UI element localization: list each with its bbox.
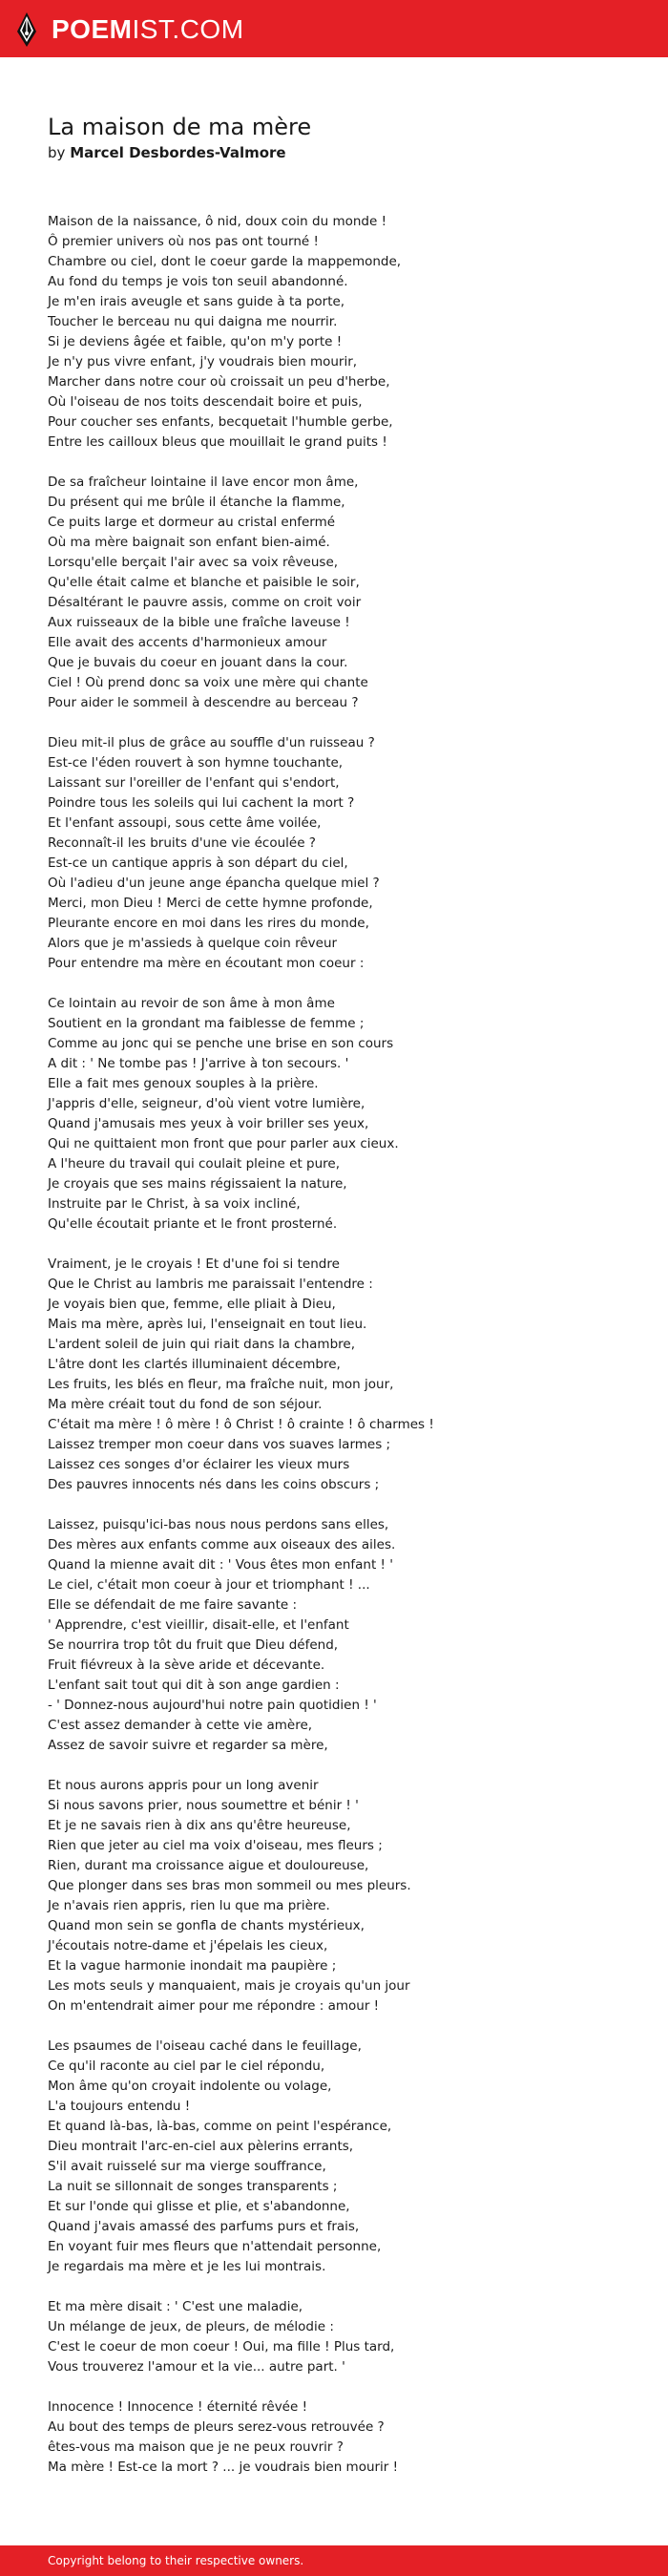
poem-line: Ce puits large et dormeur au cristal enfermé bbox=[48, 515, 336, 530]
poem-stanza bbox=[48, 1515, 630, 1756]
poem-line: Qu'elle était calme et blanche et paisible le soir, bbox=[48, 575, 360, 590]
poem-line: Toucher le berceau nu qui daigna me nourrir. bbox=[48, 314, 338, 329]
poem-line: Ce lointain au revoir de son âme à mon âme bbox=[48, 996, 335, 1011]
site-footer bbox=[0, 2545, 668, 2576]
poem-line: Laissez tremper mon coeur dans vos suaves larmes ; bbox=[48, 1437, 391, 1452]
poem-line: Mais ma mère, après lui, l'enseignait en tout lieu. bbox=[48, 1317, 367, 1332]
poem-line: Assez de savoir suivre et regarder sa mère, bbox=[48, 1738, 328, 1753]
site-header bbox=[0, 0, 668, 57]
poem-line: Je n'avais rien appris, rien lu que ma prière. bbox=[48, 1898, 330, 1913]
poem-title: La maison de ma mère bbox=[48, 114, 312, 140]
poem-line: Je croyais que ses mains régissaient la nature, bbox=[48, 1176, 347, 1192]
poem-line: Ma mère créait tout du fond de son séjour. bbox=[48, 1397, 323, 1412]
poem-line: Au bout des temps de pleurs serez-vous retrouvée ? bbox=[48, 2419, 385, 2435]
poem-article bbox=[48, 113, 630, 2498]
poem-line: C'était ma mère ! ô mère ! ô Christ ! ô crainte ! ô charmes ! bbox=[48, 1417, 434, 1432]
poem-line: L'enfant sait tout qui dit à son ange gardien : bbox=[48, 1678, 340, 1693]
poem-line: Vous trouverez l'amour et la vie... autre part. ' bbox=[48, 2359, 345, 2375]
poem-line: C'est le coeur de mon coeur ! Oui, ma fille ! Plus tard, bbox=[48, 2339, 395, 2354]
poem-line: Et la vague harmonie inondait ma paupière ; bbox=[48, 1958, 337, 1974]
poem-stanza bbox=[48, 473, 630, 713]
poem-line: Mon âme qu'on croyait indolente ou volage, bbox=[48, 2079, 332, 2094]
poem-line: Ciel ! Où prend donc sa voix une mère qui chante bbox=[48, 675, 368, 690]
poem-line: Je m'en irais aveugle et sans guide à ta porte, bbox=[48, 294, 345, 309]
poem-line: Ô premier univers où nos pas ont tourné ! bbox=[48, 234, 319, 249]
poem-line: J'appris d'elle, seigneur, d'où vient votre lumière, bbox=[48, 1096, 365, 1111]
poem-line: Et nous aurons appris pour un long avenir bbox=[48, 1778, 319, 1793]
poem-line: Quand mon sein se gonfla de chants mystérieux, bbox=[48, 1918, 365, 1933]
copyright-text: Copyright belong to their respective owners. bbox=[48, 2554, 304, 2567]
poem-line: Que plonger dans ses bras mon sommeil ou mes pleurs. bbox=[48, 1878, 411, 1893]
poem-line: Rien que jeter au ciel ma voix d'oiseau, mes fleurs ; bbox=[48, 1838, 383, 1853]
poem-line: Soutient en la grondant ma faiblesse de femme ; bbox=[48, 1016, 365, 1031]
poem-line: A dit : ' Ne tombe pas ! J'arrive à ton secours. ' bbox=[48, 1056, 349, 1071]
poem-line: S'il avait ruisselé sur ma vierge souffrance, bbox=[48, 2159, 326, 2174]
poem-line: Instruite par le Christ, à sa voix incliné, bbox=[48, 1196, 301, 1212]
poem-line: L'ardent soleil de juin qui riait dans la chambre, bbox=[48, 1337, 355, 1352]
poem-line: Si je deviens âgée et faible, qu'on m'y porte ! bbox=[48, 334, 343, 349]
poem-line: Quand j'avais amassé des parfums purs et frais, bbox=[48, 2219, 360, 2234]
poem-stanza bbox=[48, 2037, 630, 2277]
poem-line: Dieu montrait l'arc-en-ciel aux pèlerins errants, bbox=[48, 2139, 354, 2154]
poem-line: ' Apprendre, c'est vieillir, disait-elle, et l'enfant bbox=[48, 1617, 349, 1633]
poem-line: On m'entendrait aimer pour me répondre : amour ! bbox=[48, 1998, 380, 2014]
poem-line: Alors que je m'assieds à quelque coin rêveur bbox=[48, 936, 338, 951]
poem-line: - ' Donnez-nous aujourd'hui notre pain quotidien ! ' bbox=[48, 1698, 377, 1713]
poem-line: Et je ne savais rien à dix ans qu'être heureuse, bbox=[48, 1818, 351, 1833]
poem-line: Et l'enfant assoupi, sous cette âme voilée, bbox=[48, 815, 322, 831]
poem-line: Désaltérant le pauvre assis, comme on croit voir bbox=[48, 595, 362, 610]
poem-line: Du présent qui me brûle il étanche la flamme, bbox=[48, 495, 345, 510]
author-name: Marcel Desbordes-Valmore bbox=[70, 144, 286, 161]
poem-line: Où l'adieu d'un jeune ange épancha quelque miel ? bbox=[48, 876, 380, 891]
poem-line: Je voyais bien que, femme, elle pliait à Dieu, bbox=[48, 1297, 336, 1312]
poem-line: Poindre tous les soleils qui lui cachent la mort ? bbox=[48, 795, 355, 811]
poem-byline bbox=[48, 143, 630, 162]
poem-line: Pour aider le sommeil à descendre au berceau ? bbox=[48, 695, 359, 710]
poem-line: Maison de la naissance, ô nid, doux coin du monde ! bbox=[48, 214, 386, 229]
poem-line: Les mots seuls y manquaient, mais je croyais qu'un jour bbox=[48, 1978, 410, 1994]
poem-line: Quand j'amusais mes yeux à voir briller ses yeux, bbox=[48, 1116, 369, 1131]
poem-stanza bbox=[48, 1255, 630, 1495]
poem-stanza bbox=[48, 2297, 630, 2377]
poem-line: Elle a fait mes genoux souples à la prière. bbox=[48, 1076, 319, 1091]
site-logo-link[interactable] bbox=[15, 12, 244, 47]
poem-line: Les psaumes de l'oiseau caché dans le feuillage, bbox=[48, 2038, 362, 2054]
poem-line: Où l'oiseau de nos toits descendait boire et puis, bbox=[48, 394, 363, 410]
poem-stanza bbox=[48, 1776, 630, 2016]
poem-line: Qui ne quittaient mon front que pour parler aux cieux. bbox=[48, 1136, 399, 1151]
poem-line: Ce qu'il raconte au ciel par le ciel répondu, bbox=[48, 2059, 325, 2074]
poem-line: Des pauvres innocents nés dans les coins obscurs ; bbox=[48, 1477, 380, 1492]
poem-line: Se nourrira trop tôt du fruit que Dieu défend, bbox=[48, 1637, 339, 1653]
poem-line: êtes-vous ma maison que je ne peux rouvrir ? bbox=[48, 2439, 344, 2455]
poem-line: Le ciel, c'était mon coeur à jour et triomphant ! ... bbox=[48, 1577, 370, 1593]
poem-line: Elle se défendait de me faire savante : bbox=[48, 1597, 298, 1613]
poem-line: Vraiment, je le croyais ! Et d'une foi si tendre bbox=[48, 1256, 340, 1272]
poem-line: Lorsqu'elle berçait l'air avec sa voix rêveuse, bbox=[48, 555, 339, 570]
poem-line: L'âtre dont les clartés illuminaient décembre, bbox=[48, 1357, 341, 1372]
poem-line: Est-ce l'éden rouvert à son hymne touchante, bbox=[48, 755, 344, 771]
poem-line: Elle avait des accents d'harmonieux amour bbox=[48, 635, 327, 650]
poem-line: C'est assez demander à cette vie amère, bbox=[48, 1718, 313, 1733]
poem-line: Au fond du temps je vois ton seuil abandonné. bbox=[48, 274, 348, 289]
site-logo-text: POEMIST.COM bbox=[52, 14, 244, 44]
poem-line: Innocence ! Innocence ! éternité rêvée ! bbox=[48, 2399, 307, 2415]
poem-line: Est-ce un cantique appris à son départ du ciel, bbox=[48, 855, 348, 871]
poem-line: Pleurante encore en moi dans les rires du monde, bbox=[48, 916, 369, 931]
poem-line: Laissant sur l'oreiller de l'enfant qui s'endort, bbox=[48, 775, 340, 791]
poem-stanza bbox=[48, 733, 630, 974]
poem-stanza bbox=[48, 2397, 630, 2478]
poem-line: Laissez ces songes d'or éclairer les vieux murs bbox=[48, 1457, 350, 1472]
poem-line: En voyant fuir mes fleurs que n'attendait personne, bbox=[48, 2239, 382, 2254]
poem-line: Les fruits, les blés en fleur, ma fraîche nuit, mon jour, bbox=[48, 1377, 394, 1392]
poem-line: Et ma mère disait : ' C'est une maladie, bbox=[48, 2299, 303, 2314]
poem-line: Entre les cailloux bleus que mouillait le grand puits ! bbox=[48, 434, 387, 450]
by-label: by bbox=[48, 144, 66, 161]
poem-line: J'écoutais notre-dame et j'épelais les cieux, bbox=[48, 1938, 328, 1953]
poem-line: Dieu mit-il plus de grâce au souffle d'un ruisseau ? bbox=[48, 735, 375, 750]
poem-line: Chambre ou ciel, dont le coeur garde la mappemonde, bbox=[48, 254, 402, 269]
poem-line: Reconnaît-il les bruits d'une vie écoulée ? bbox=[48, 835, 316, 851]
poem-body bbox=[48, 212, 630, 2478]
poem-line: Aux ruisseaux de la bible une fraîche laveuse ! bbox=[48, 615, 350, 630]
poem-line: Comme au jonc qui se penche une brise en son cours bbox=[48, 1036, 394, 1051]
poem-line: Marcher dans notre cour où croissait un peu d'herbe, bbox=[48, 374, 390, 390]
poem-line: Fruit fiévreux à la sève aride et décevante. bbox=[48, 1658, 325, 1673]
poem-line: Laissez, puisqu'ici-bas nous nous perdons sans elles, bbox=[48, 1517, 389, 1532]
poem-line: Que je buvais du coeur en jouant dans la cour. bbox=[48, 655, 348, 670]
poem-line: La nuit se sillonnait de songes transparents ; bbox=[48, 2179, 338, 2194]
poem-line: Un mélange de jeux, de pleurs, de mélodie : bbox=[48, 2319, 334, 2334]
poem-line: L'a toujours entendu ! bbox=[48, 2099, 191, 2114]
poem-line: Et sur l'onde qui glisse et plie, et s'abandonne, bbox=[48, 2199, 350, 2214]
poem-line: A l'heure du travail qui coulait pleine et pure, bbox=[48, 1156, 341, 1172]
poem-line: Si nous savons prier, nous soumettre et bénir ! ' bbox=[48, 1798, 359, 1813]
poem-line: Merci, mon Dieu ! Merci de cette hymne profonde, bbox=[48, 896, 373, 911]
poem-line: Et quand là-bas, là-bas, comme on peint l'espérance, bbox=[48, 2119, 392, 2134]
poem-line: Je regardais ma mère et je les lui montrais. bbox=[48, 2259, 326, 2274]
poem-line: Que le Christ au lambris me paraissait l'entendre : bbox=[48, 1277, 373, 1292]
poem-line: Quand la mienne avait dit : ' Vous êtes mon enfant ! ' bbox=[48, 1557, 393, 1573]
pen-nib-icon bbox=[15, 12, 38, 47]
poem-line: Où ma mère baignait son enfant bien-aimé. bbox=[48, 535, 330, 550]
poem-line: Je n'y pus vivre enfant, j'y voudrais bien mourir, bbox=[48, 354, 358, 370]
poem-stanza bbox=[48, 212, 630, 453]
poem-line: Ma mère ! Est-ce la mort ? ... je voudrais bien mourir ! bbox=[48, 2460, 399, 2475]
poem-stanza bbox=[48, 994, 630, 1235]
poem-line: Pour coucher ses enfants, becquetait l'humble gerbe, bbox=[48, 414, 393, 430]
poem-line: De sa fraîcheur lointaine il lave encor mon âme, bbox=[48, 475, 359, 490]
poem-line: Qu'elle écoutait priante et le front prosterné. bbox=[48, 1216, 338, 1232]
poem-line: Des mères aux enfants comme aux oiseaux des ailes. bbox=[48, 1537, 396, 1552]
poem-line: Rien, durant ma croissance aigue et douloureuse, bbox=[48, 1858, 369, 1873]
poem-line: Pour entendre ma mère en écoutant mon coeur : bbox=[48, 956, 365, 971]
